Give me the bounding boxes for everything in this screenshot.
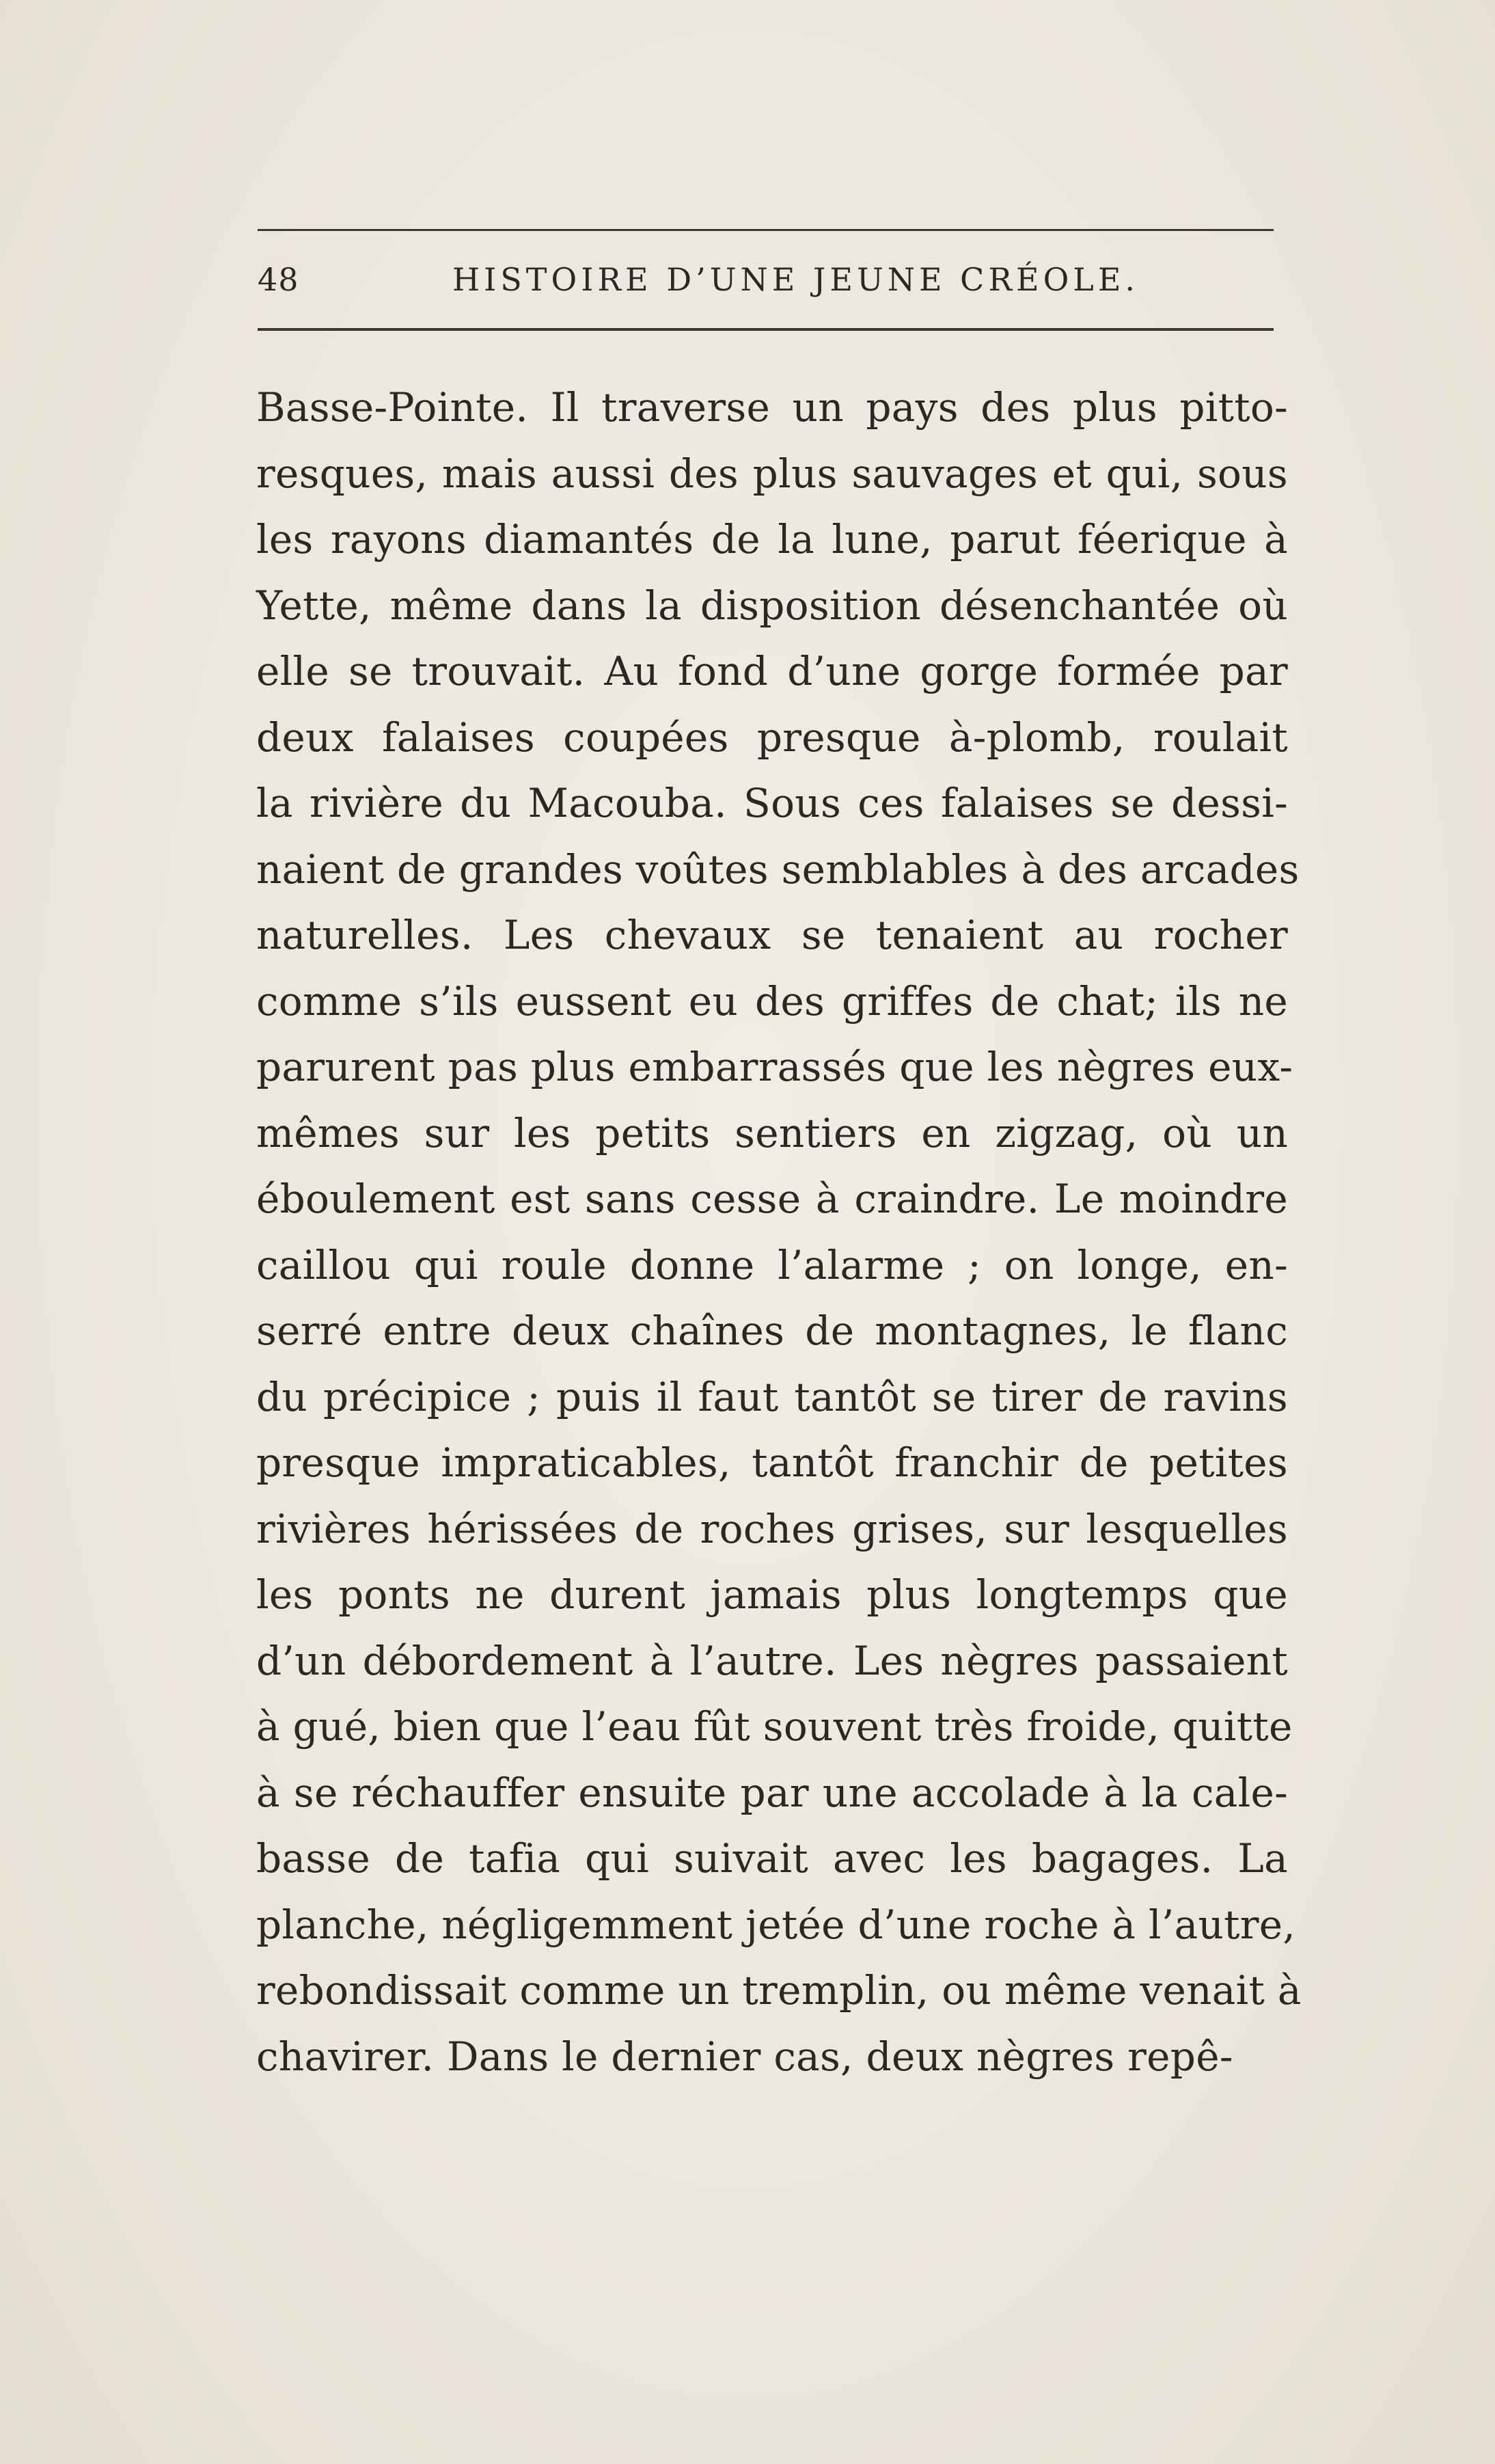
header-top-rule	[258, 229, 1274, 231]
text-line: les ponts ne durent jamais plus longtemps que	[256, 1571, 1288, 1618]
text-line: parurent pas plus embarrassés que les nègres eux-	[256, 1044, 1293, 1090]
body-text	[256, 375, 1302, 2089]
text-line: éboulement est sans cesse à craindre. Le moindre	[256, 1176, 1288, 1222]
text-line: du précipice ; puis il faut tantôt se tirer de ravins	[256, 1373, 1288, 1420]
text-line: la rivière du Macouba. Sous ces falaises se dessi-	[256, 780, 1288, 826]
text-line: naturelles. Les chevaux se tenaient au rocher	[256, 912, 1288, 958]
text-line: les rayons diamantés de la lune, parut féerique à	[256, 516, 1288, 563]
page-header	[258, 261, 1274, 309]
text-line: d’un débordement à l’autre. Les nègres passaient	[256, 1637, 1288, 1684]
page-number: 48	[258, 261, 299, 298]
text-line: rivières hérissées de roches grises, sur lesquelles	[256, 1505, 1288, 1552]
header-bottom-rule	[258, 328, 1274, 331]
text-line: basse de tafia qui suivait avec les bagages. La	[256, 1835, 1288, 1882]
text-line: deux falaises coupées presque à-plomb, roulait	[256, 714, 1288, 761]
text-line: presque impraticables, tantôt franchir de petites	[256, 1439, 1288, 1486]
text-line: Basse-Pointe. Il traverse un pays des plus pitto-	[256, 384, 1288, 431]
text-line: à gué, bien que l’eau fût souvent très froide, quitte	[256, 1703, 1293, 1750]
running-title: HISTOIRE D’UNE JEUNE CRÉOLE.	[452, 261, 1140, 298]
text-line: naient de grandes voûtes semblables à des arcades	[256, 845, 1300, 893]
text-line: rebondissait comme un tremplin, ou même venait à	[256, 1967, 1302, 2014]
text-line: planche, négligemment jetée d’une roche à l’autre,	[256, 1901, 1296, 1948]
text-line: caillou qui roule donne l’alarme ; on longe, en-	[256, 1241, 1288, 1288]
text-line: resques, mais aussi des plus sauvages et qui, sous	[256, 450, 1288, 497]
text-line: chavirer. Dans le dernier cas, deux nègres repê-	[256, 2033, 1233, 2080]
text-line: elle se trouvait. Au fond d’une gorge formée par	[256, 648, 1288, 694]
text-line: Yette, même dans la disposition désenchantée où	[256, 582, 1288, 629]
text-line: à se réchauffer ensuite par une accolade à la cale-	[256, 1769, 1288, 1816]
text-line: comme s’ils eussent eu des griffes de chat; ils ne	[256, 977, 1288, 1025]
text-line: serré entre deux chaînes de montagnes, le flanc	[256, 1308, 1288, 1354]
text-line: mêmes sur les petits sentiers en zigzag, où un	[256, 1109, 1288, 1156]
